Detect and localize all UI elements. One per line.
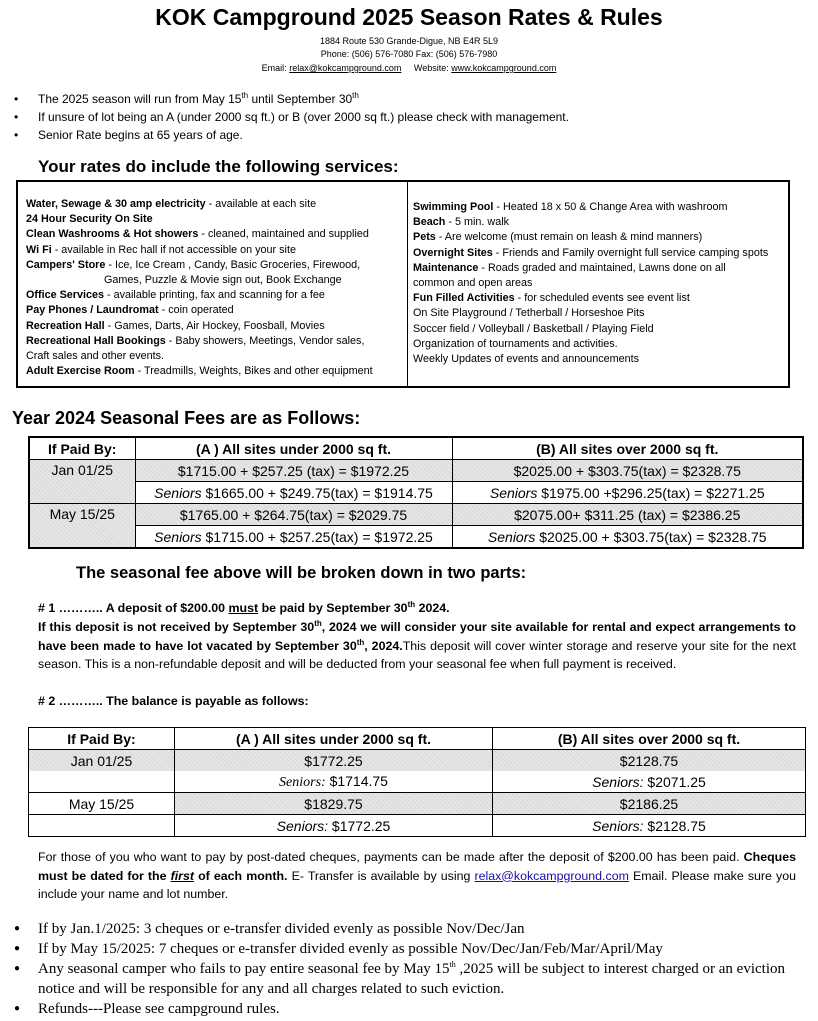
eviction-bullet: ● Any seasonal camper who fails to pay entire seasonal fee by May 15th ,2025 will be subject to interest charged or an eviction notice and will be responsible for any and all charges related to such eviction. [12,959,802,999]
senior-bullet: • Senior Rate begins at 65 years of age. [14,126,804,144]
website-link[interactable]: www.kokcampground.com [451,63,557,73]
cheques-email-link[interactable]: relax@kokcampground.com [474,868,629,883]
table-row [29,793,806,815]
service-item: common and open areas [413,277,533,290]
col-a: (A ) All sites under 2000 sq ft. [135,437,452,460]
services-right [413,200,789,367]
service-item: Recreation Hall - Games, Darts, Air Hockey, Foosball, Movies [26,319,325,332]
email-link[interactable]: relax@kokcampground.com [289,63,402,73]
may-seniors-a: Seniors $1715.00 + $257.25(tax) = $1972.25 [135,526,452,549]
col-paid-by: If Paid By: [67,730,136,747]
service-item: Clean Washrooms & Hot showers - cleaned, maintained and supplied [26,228,369,241]
jan-a: $1715.00 + $257.25 (tax) = $1972.25 [135,460,452,482]
seasonal-fees-table [28,436,804,549]
service-item: Overnight Sites - Friends and Family overnight full service camping spots [413,246,769,259]
table-header-row [29,437,803,460]
may-label: May 15/25 [29,504,135,549]
services-heading: Your rates do include the following services: [38,157,399,176]
deposit-line: # 1 ……….. A deposit of $200.00 must be paid by September 30th 2024. [38,599,450,615]
cheques-paragraph: For those of you who want to pay by post-dated cheques, payments can be made after the deposit of $200.00 has been paid. Cheques must be dated for the first of each month. E- Transfer is available by using relax@kokcampground.com Email. Please make sure you include your name and lot number. [38,850,796,901]
deposit-paragraph: If this deposit is not received by September 30th, 2024 we will consider your site available for rental and expect arrangements to have been made to have lot vacated by September 30th, 2024.This deposit will cover winter storage and reserve your site for the next season. This is a non-refundable deposit and will be deducted from your seasonal fee when full payment is received. [38,618,797,671]
jan-label: Jan 01/25 [29,460,135,504]
jan-seniors-b: Seniors: $2071.25 [493,771,806,793]
phone-line: Phone: (506) 576-7080 Fax: (506) 576-7980 [320,49,498,59]
table-row [29,815,806,837]
balance-table [28,727,806,837]
service-item: Beach - 5 min. walk [413,216,510,229]
contact-line [0,63,818,73]
address-line: 1884 Route 530 Grande-Digue, NB E4R 5L9 [319,36,499,46]
service-item: Wi Fi - available in Rec hall if not accessible on your site [26,243,296,256]
service-item: Office Services - available printing, fax and scanning for a fee [26,289,325,302]
jan-seniors-b: Seniors $1975.00 +$296.25(tax) = $2271.25 [452,482,803,504]
service-item: Organization of tournaments and activities. [413,337,618,350]
table-row [29,482,803,504]
table-row [29,526,803,549]
may-b: $2186.25 [493,793,806,815]
services-divider [407,182,408,386]
table-row [29,750,806,772]
service-item: Pay Phones / Laundromat - coin operated [26,304,234,317]
service-item: Games, Puzzle & Movie sign out, Book Exchange [104,274,342,287]
breakdown-heading: The seasonal fee above will be broken down in two parts: [76,564,527,582]
may-label: May 15/25 [29,793,175,815]
service-item: Water, Sewage & 30 amp electricity - available at each site [26,198,317,210]
jan-bullet: ● If by Jan.1/2025: 3 cheques or e-transfer divided evenly as possible Nov/Dec/Jan [12,919,802,939]
table-row [29,460,803,482]
page-title: KOK Campground 2025 Season Rates & Rules [155,4,663,30]
service-item: Adult Exercise Room - Treadmills, Weights, Bikes and other equipment [26,365,373,378]
may-b: $2075.00+ $311.25 (tax) = $2386.25 [452,504,803,526]
service-item: Recreational Hall Bookings - Baby showers, Meetings, Vendor sales, [26,334,365,347]
table-row [29,504,803,526]
email-label: Email: [261,63,287,73]
fees-heading: Year 2024 Seasonal Fees are as Follows: [12,408,361,428]
intro-bullets [14,90,804,144]
col-paid-by: If Paid By: [29,437,135,460]
jan-seniors-a: Seniors $1665.00 + $249.75(tax) = $1914.75 [135,482,452,504]
services-left [26,197,402,379]
balance-line: # 2 ……….. The balance is payable as follows: [38,694,309,708]
season-bullet: • The 2025 season will run from May 15th until September 30th [14,90,804,108]
jan-seniors-a: Seniors: $1714.75 [175,771,493,793]
service-item: Campers' Store - Ice, Ice Cream , Candy, Basic Groceries, Firewood, [26,258,361,271]
service-item: Weekly Updates of events and announcements [413,353,640,366]
website-label: Website: [413,63,449,73]
col-b: (B) All sites over 2000 sq ft. [493,728,806,750]
may-bullet: ● If by May 15/2025: 7 cheques or e-transfer divided evenly as possible Nov/Dec/Jan/Feb/Mar/April/May [12,939,802,959]
service-item: Fun Filled Activities - for scheduled events see event list [413,292,690,305]
service-item: Craft sales and other events. [26,350,165,363]
service-item: Soccer field / Volleyball / Basketball / Playing Field [413,322,654,335]
may-seniors-b: Seniors $2025.00 + $303.75(tax) = $2328.75 [452,526,803,549]
service-item: Swimming Pool - Heated 18 x 50 & Change Area with washroom [413,201,728,213]
may-seniors-b: Seniors: $2128.75 [493,815,806,837]
lot-bullet: • If unsure of lot being an A (under 2000 sq ft.) or B (over 2000 sq ft.) please check with management. [14,108,804,126]
may-seniors-a: Seniors: $1772.25 [175,815,493,837]
col-b: (B) All sites over 2000 sq ft. [452,437,803,460]
service-item: On Site Playground / Tetherball / Horseshoe Pits [413,307,645,320]
table-header-row [29,728,806,750]
table-row [29,771,806,793]
refunds-bullet: ● Refunds---Please see campground rules. [12,999,802,1019]
jan-label: Jan 01/25 [29,750,175,772]
service-item: Maintenance - Roads graded and maintained, Lawns done on all [413,261,726,274]
services-box [16,180,790,388]
payment-bullets [12,919,802,1019]
jan-b: $2128.75 [493,750,806,772]
may-a: $1765.00 + $264.75(tax) = $2029.75 [135,504,452,526]
service-item: 24 Hour Security On Site [26,213,153,226]
col-a: (A ) All sites under 2000 sq ft. [175,728,493,750]
jan-b: $2025.00 + $303.75(tax) = $2328.75 [452,460,803,482]
jan-a: $1772.25 [175,750,493,772]
may-a: $1829.75 [175,793,493,815]
service-item: Pets - Are welcome (must remain on leash & mind manners) [413,231,703,244]
